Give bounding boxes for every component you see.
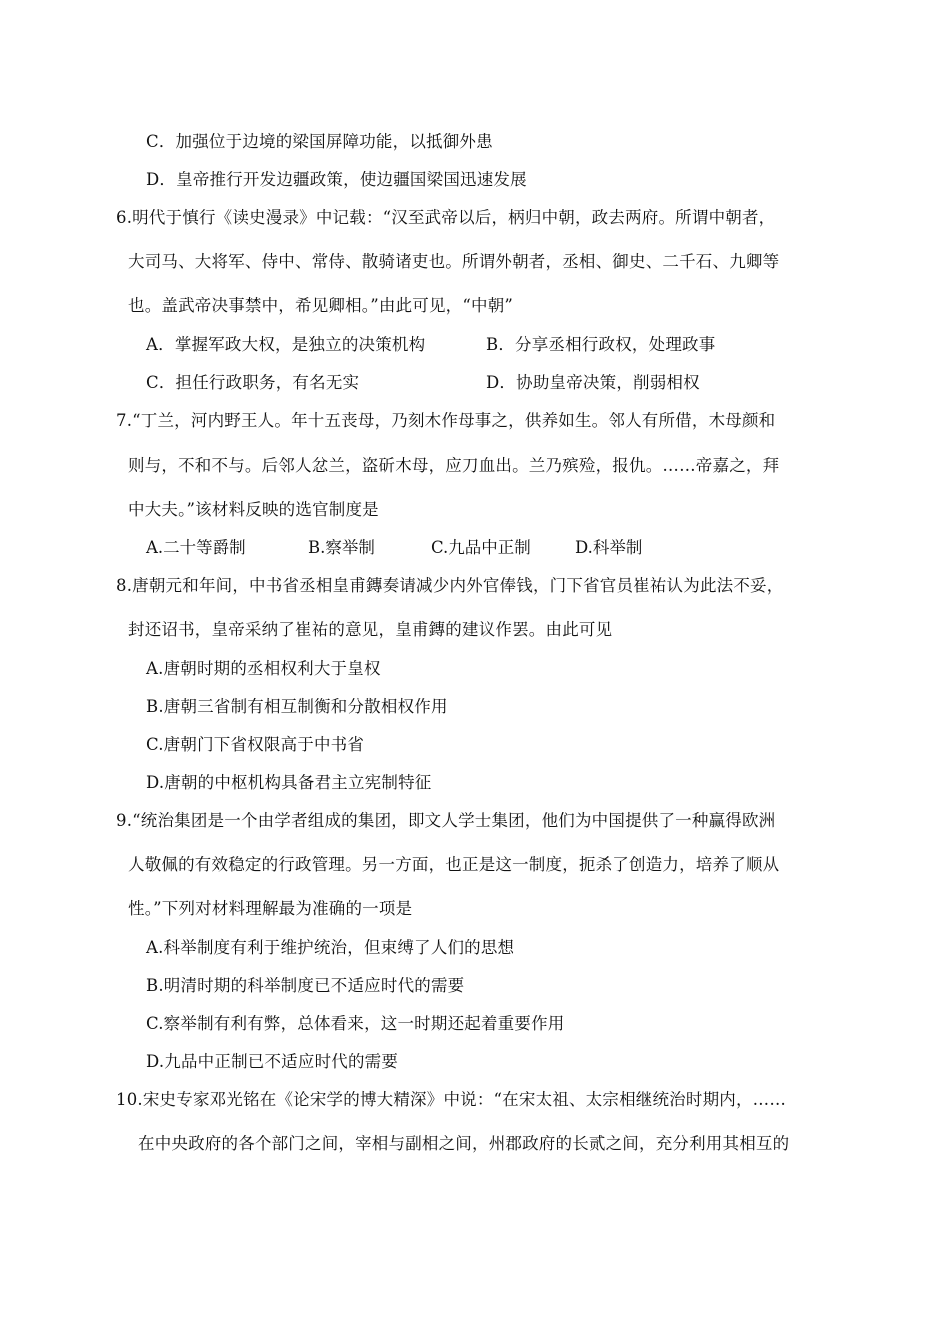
q7-option-a: A.二十等爵制 (146, 538, 246, 557)
q7-option-b: B.察举制 (308, 538, 375, 557)
q6-option-c: C．担任行政职务，有名无实 (146, 373, 360, 392)
q8-option-b: B.唐朝三省制有相互制衡和分散相权作用 (146, 697, 448, 716)
q6-stem-line-3: 也。盖武帝决事禁中，希见卿相。”由此可见，“中朝” (128, 296, 514, 315)
q7-stem-line-3: 中大夫。”该材料反映的选官制度是 (128, 500, 379, 519)
q9-option-b: B.明清时期的科举制度已不适应时代的需要 (146, 976, 465, 995)
q9-option-c: C.察举制有利有弊，总体看来，这一时期还起着重要作用 (146, 1014, 565, 1033)
q8-option-a: A.唐朝时期的丞相权利大于皇权 (146, 659, 381, 678)
q8-stem-line-1: 8.唐朝元和年间，中书省丞相皇甫鏄奏请减少内外官俸钱，门下省官员崔祐认为此法不妥， (116, 576, 784, 595)
q6-option-b: B．分享丞相行政权，处理政事 (486, 335, 716, 354)
q8-option-d: D.唐朝的中枢机构具备君主立宪制特征 (146, 773, 432, 792)
q7-option-d: D.科举制 (575, 538, 643, 557)
q9-stem-line-3: 性。”下列对材料理解最为准确的一项是 (128, 899, 413, 918)
q9-option-d: D.九品中正制已不适应时代的需要 (146, 1052, 399, 1071)
q10-stem-line-1: 10.宋史专家邓光铭在《论宋学的博大精深》中说：“在宋太祖、太宗相继统治时期内，…… (116, 1090, 787, 1109)
q9-option-a: A.科举制度有利于维护统治，但束缚了人们的思想 (146, 938, 515, 957)
q9-stem-line-2: 人敬佩的有效稳定的行政管理。另一方面，也正是这一制度，扼杀了创造力，培养了顺从 (128, 855, 780, 874)
q10-stem-line-2: 在中央政府的各个部门之间，宰相与副相之间，州郡政府的长贰之间，充分利用其相互的 (138, 1134, 790, 1153)
q5-option-c: C．加强位于边境的梁国屏障功能，以抵御外患 (146, 132, 493, 151)
q7-stem-line-1: 7.“丁兰，河内野王人。年十五丧母，乃刻木作母事之，供养如生。邻人有所借，木母颜和 (116, 411, 776, 430)
q7-option-c: C.九品中正制 (431, 538, 531, 557)
q5-option-d: D．皇帝推行开发边疆政策，使边疆国梁国迅速发展 (146, 170, 527, 189)
q6-option-d: D．协助皇帝决策，削弱相权 (486, 373, 700, 392)
q8-option-c: C.唐朝门下省权限高于中书省 (146, 735, 365, 754)
q7-stem-line-2: 则与，不和不与。后邻人忿兰，盗斫木母，应刀血出。兰乃殡殓，报仇。……帝嘉之，拜 (128, 456, 780, 475)
q9-stem-line-1: 9.“统治集团是一个由学者组成的集团，即文人学士集团，他们为中国提供了一种赢得欧洲 (116, 811, 776, 830)
q6-option-a: A．掌握军政大权，是独立的决策机构 (146, 335, 426, 354)
q8-stem-line-2: 封还诏书，皇帝采纳了崔祐的意见，皇甫鏄的建议作罢。由此可见 (128, 620, 613, 639)
q6-stem-line-2: 大司马、大将军、侍中、常侍、散骑诸吏也。所谓外朝者，丞相、御史、二千石、九卿等 (128, 252, 780, 271)
q6-stem-line-1: 6.明代于慎行《读史漫录》中记载：“汉至武帝以后，柄归中朝，政去两府。所谓中朝者， (116, 208, 776, 227)
